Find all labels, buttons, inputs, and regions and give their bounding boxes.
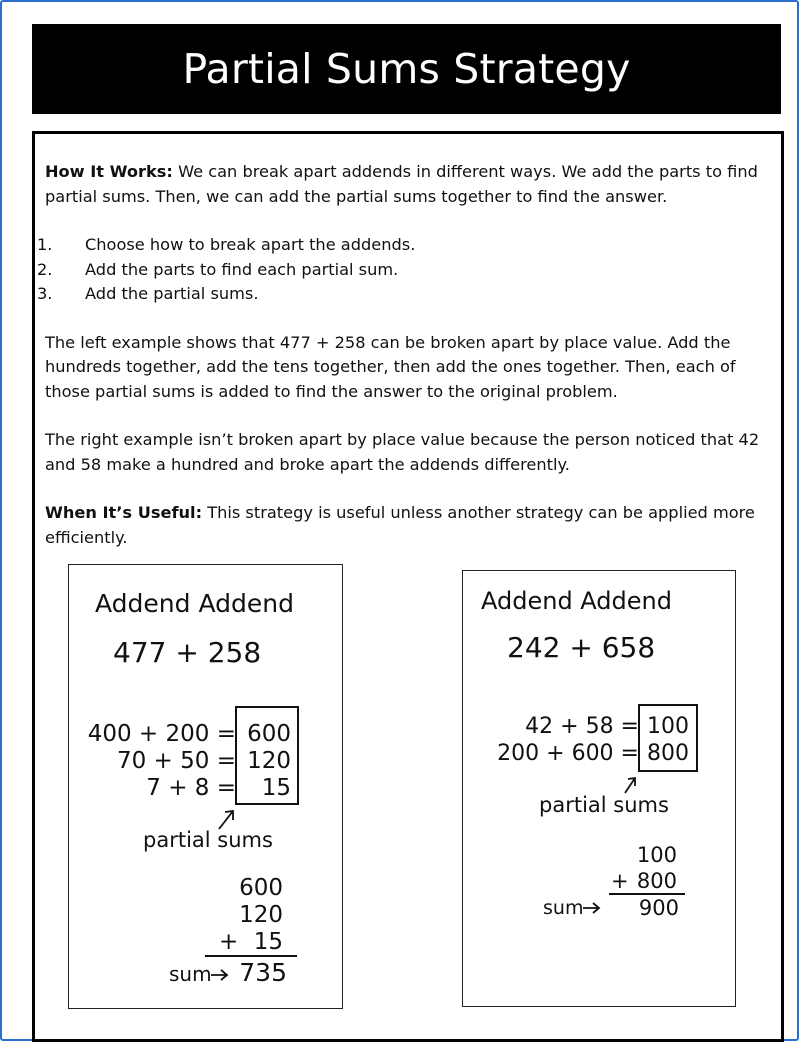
answer: 735	[239, 958, 287, 987]
step-number: 2.	[37, 259, 53, 279]
partial-expression: 400 + 200 =	[87, 721, 236, 747]
when-useful-text: This strategy is useful unless another strategy can be applied more efficiently.	[45, 503, 755, 547]
left-example-drawing	[69, 565, 342, 1008]
right-example-card	[462, 570, 736, 1007]
title-banner	[32, 24, 781, 114]
sum-arrow-icon	[211, 970, 227, 980]
left-example-paragraph: The left example shows that 477 + 258 can be broken apart by place value. Add the hundreds together, add the tens together, then add the ones together. Then, each of those partial sums is added to find the answer to the original problem.	[45, 332, 736, 401]
partial-sum: 120	[247, 748, 291, 774]
addend-header: Addend Addend	[481, 587, 672, 615]
partial-expression: 42 + 58 =	[525, 714, 639, 739]
right-example-drawing	[463, 571, 735, 1006]
problem: 242 + 658	[507, 631, 656, 664]
step-text: Add the partial sums.	[85, 284, 259, 303]
addend-header: Addend Addend	[95, 589, 294, 618]
addition-value: 600	[239, 875, 283, 901]
step-number: 3.	[37, 284, 53, 303]
when-useful-paragraph	[45, 501, 775, 550]
answer: 900	[638, 896, 679, 920]
steps-list	[37, 233, 775, 307]
explanation-text	[37, 160, 775, 550]
addition-value: 800	[636, 869, 677, 893]
plus-sign: +	[611, 869, 629, 893]
problem: 477 + 258	[113, 636, 262, 669]
addition-value: 15	[253, 929, 283, 955]
step-item	[37, 282, 775, 307]
partial-expression: 7 + 8 =	[146, 775, 236, 801]
how-it-works-text: We can break apart addends in different ways. We add the parts to find partial sums. Then, we can add the partial sums together to find the answer.	[45, 162, 758, 206]
content-box	[32, 131, 784, 1042]
left-example-card	[68, 564, 343, 1009]
when-useful-label: When It’s Useful:	[45, 503, 203, 522]
partial-expression: 200 + 600 =	[497, 741, 639, 766]
addition-value: 120	[239, 902, 283, 928]
arrow-icon	[219, 811, 233, 829]
step-number: 1.	[37, 235, 53, 254]
partial-sum: 15	[261, 775, 291, 801]
step-text: Add the parts to find each partial sum.	[85, 259, 399, 279]
step-text: Choose how to break apart the addends.	[85, 235, 416, 254]
sum-label: sum	[543, 897, 584, 919]
partial-sum: 800	[647, 741, 689, 766]
partial-sums-label: partial sums	[539, 793, 669, 817]
step-item	[37, 233, 775, 258]
sum-arrow-icon	[583, 903, 599, 913]
partial-expression: 70 + 50 =	[116, 748, 236, 774]
how-it-works-paragraph	[45, 160, 775, 209]
step-item	[37, 258, 775, 283]
arrow-icon	[625, 778, 635, 793]
how-it-works-label: How It Works:	[45, 162, 173, 181]
plus-sign: +	[219, 929, 239, 955]
partial-sums-label: partial sums	[143, 828, 273, 852]
partial-sum: 100	[647, 714, 689, 739]
page-title: Partial Sums Strategy	[182, 45, 631, 93]
sum-label: sum	[169, 962, 212, 986]
partial-sum: 600	[247, 721, 291, 747]
addition-value: 100	[636, 843, 677, 867]
right-example-paragraph: The right example isn’t broken apart by place value because the person noticed that 42 and 58 make a hundred and broke apart the addends differently.	[45, 430, 760, 474]
